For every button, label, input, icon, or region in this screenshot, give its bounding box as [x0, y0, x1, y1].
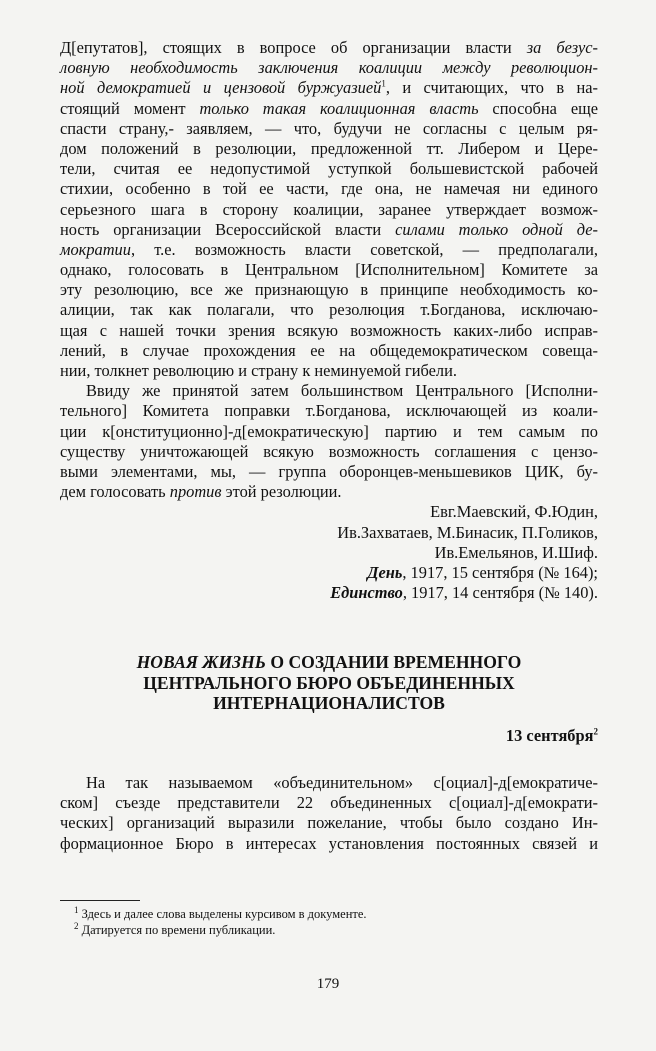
text-line: дем голосовать против этой резолюции.	[60, 482, 342, 502]
text-line: тельного] Комитета поправки т.Богданова, исключающей из коали-	[60, 401, 598, 421]
sources	[60, 563, 598, 603]
text-line: эту резолюцию, все же признающую в принципе необходимость ко-	[60, 280, 598, 300]
text-line: алиции, так как полагали, что резолюция т.Богданова, исключаю-	[60, 300, 598, 320]
text-line: ной демократией и цензовой буржуазией$^1$, и считающих, что в на-	[60, 78, 598, 98]
text-line: стихии, особенно в той ее части, где она, не намечая ни единого	[60, 179, 598, 199]
signatures	[60, 502, 598, 563]
text-line: ность организации Всероссийской власти силами только одной де-	[60, 219, 598, 239]
title-line: ЦЕНТРАЛЬНОГО БЮРО ОБЪЕДИНЕННЫХ	[143, 672, 515, 693]
footnote: $^1$ Здесь и далее слова выделены курсивом в документе.	[74, 904, 367, 921]
paragraph-3	[60, 773, 598, 854]
signature-line: Ив.Захватаев, М.Бинасик, П.Голиков,	[337, 522, 598, 542]
text-line: серьезного шага в сторону коалиции, заранее утверждает возмож-	[60, 199, 598, 219]
text-line: спасти страну,- заявляем, — что, будучи не согласны с целым ря-	[60, 118, 598, 138]
text-line: На так называемом «объединительном» с[оциал]-д[емократиче-	[86, 772, 598, 792]
text-line: лений, в случае прохождения ее на общедемократическом совеща-	[60, 340, 598, 360]
text-line: выми элементами, мы, — группа оборонцев-меньшевиков ЦИК, бу-	[60, 461, 598, 481]
text-line: формационное Бюро в интересах установления постоянных связей и	[60, 833, 598, 853]
text-line: щая с нашей точки зрения всякую возможность каких-либо исправ-	[60, 320, 598, 340]
section-title	[60, 652, 598, 714]
date-line: 13 сентября$^2$	[505, 725, 598, 745]
document-page	[60, 38, 598, 854]
source-line: Единство, 1917, 14 сентября (№ 140).	[330, 583, 598, 603]
text-line: ческих] организаций выразили пожелание, чтобы было создано Ин-	[60, 813, 598, 833]
text-line: тели, считая ее недопустимой уступкой большевистской рабочей	[60, 159, 598, 179]
text-line: мократии, т.е. возможность власти советской, — предполагали,	[60, 239, 598, 259]
text-line: ском] съезде представители 22 объединенных с[оциал]-д[емократи-	[60, 793, 598, 813]
page-number: 179	[316, 976, 340, 992]
text-line: существу уничтожающей всякую возможность соглашения с цензо-	[60, 441, 598, 461]
text-line: ловную необходимость заключения коалиции между революцион-	[60, 58, 598, 78]
footnote-divider	[60, 900, 140, 901]
text-line: ции к[онституционно]-д[емократическую] партию и тем самым по	[60, 421, 598, 441]
text-line: нии, толкнет революцию и страну к неминуемой гибели.	[60, 361, 457, 380]
footnote-ref: 1	[381, 78, 386, 89]
text-line: Д[епутатов], стоящих в вопросе об организации власти за безус-	[60, 38, 599, 57]
text-line: Ввиду же принятой затем большинством Центрального [Исполни-	[86, 381, 598, 401]
text-line: однако, голосовать в Центральном [Исполнительном] Комитете за	[60, 260, 598, 280]
footnote-ref: 2	[593, 726, 598, 737]
signature-line: Ив.Емельянов, И.Шиф.	[434, 542, 598, 562]
paragraph-1	[60, 38, 598, 381]
source-line: День, 1917, 15 сентября (№ 164);	[367, 562, 598, 582]
title-line: НОВАЯ ЖИЗНЬ О СОЗДАНИИ ВРЕМЕННОГО	[136, 652, 522, 673]
text-line: стоящий момент только такая коалиционная власть способна еще	[60, 98, 599, 118]
title-line: ИНТЕРНАЦИОНАЛИСТОВ	[213, 693, 445, 714]
paragraph-2	[60, 381, 598, 502]
footnote: $^2$ Датируется по времени публикации.	[74, 920, 276, 937]
signature-line: Евг.Маевский, Ф.Юдин,	[430, 502, 598, 522]
text-line: дом положений в резолюции, предложенной тт. Либером и Цере-	[60, 138, 598, 158]
